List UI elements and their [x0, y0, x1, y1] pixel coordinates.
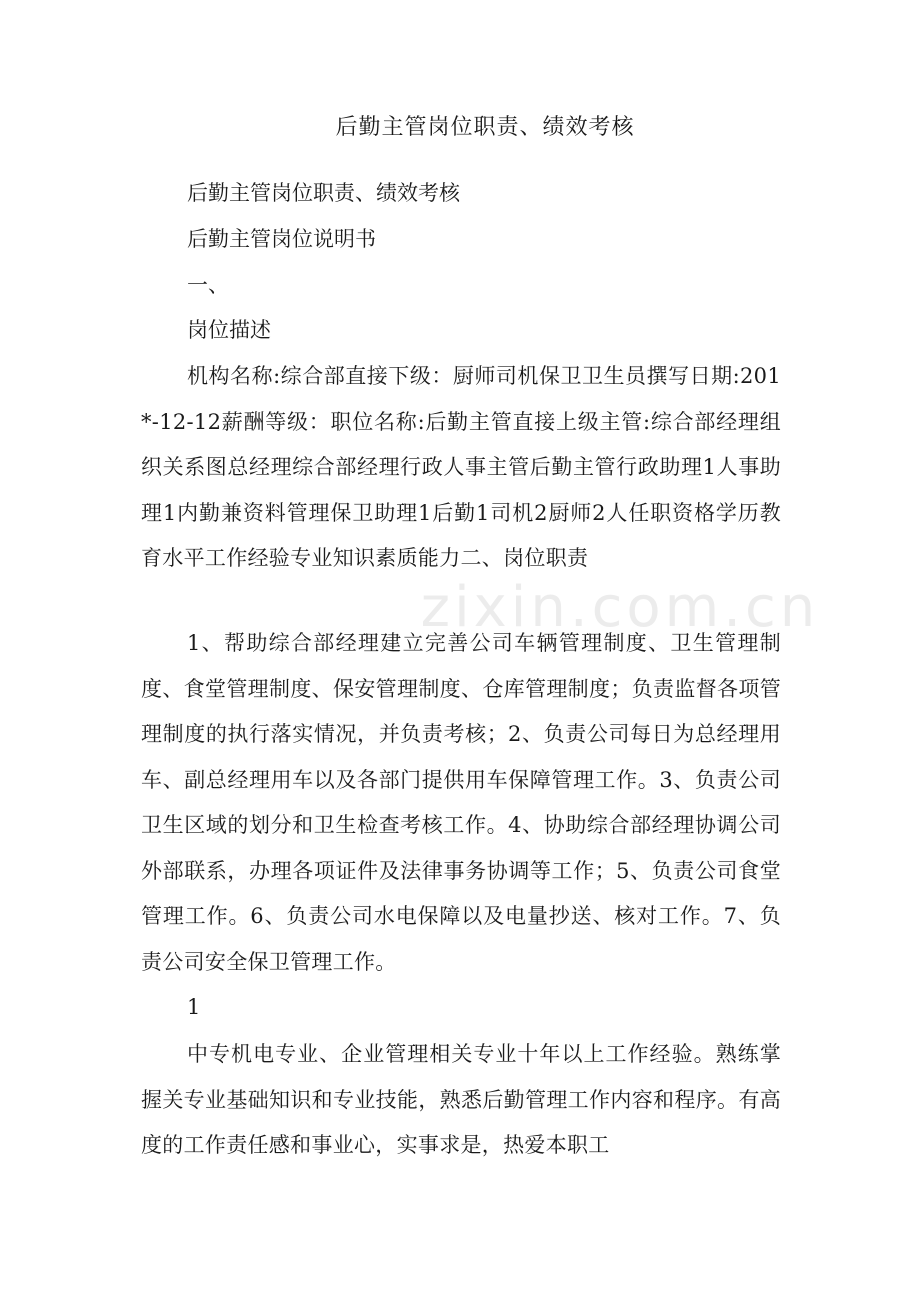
job-info-paragraph: 机构名称:综合部直接下级：厨师司机保卫卫生员撰写日期:201*-12-12薪酬等级：职位名称:后勤主管直接上级主管:综合部经理组织关系图总经理综合部经理行政人事主管后勤主管行政助理1人事助理1内勤兼资料管理保卫助理1后勤1司机2厨师2人任职资格学历教育水平工作经验专业知识素质能力二、岗位职责 — [141, 364, 781, 570]
duties-paragraph: 1、帮助综合部经理建立完善公司车辆管理制度、卫生管理制度、食堂管理制度、保安管理制度、仓库管理制度；负责监督各项管理制度的执行落实情况，并负责考核；2、负责公司每日为总经理用车、副总经理用车以及各部门提供用车保障管理工作。3、负责公司卫生区域的划分和卫生检查考核工作。4、协助综合部经理协调公司外部联系，办理各项证件及法律事务协调等工作；5、负责公司食堂管理工作。6、负责公司水电保障以及电量抄送、核对工作。7、负责公司安全保卫管理工作。 — [141, 631, 781, 974]
heading-line: 后勤主管岗位职责、绩效考核 — [187, 181, 460, 205]
subheading-line: 后勤主管岗位说明书 — [187, 227, 376, 251]
watermark: zixin.com.cn — [420, 575, 820, 640]
qualifications-paragraph: 中专机电专业、企业管理相关专业十年以上工作经验。熟练掌握关专业基础知识和专业技能，熟悉后勤管理工作内容和程序。有高度的工作责任感和事业心，实事求是，热爱本职工 — [141, 1042, 781, 1157]
document-title: 后勤主管岗位职责、绩效考核 — [335, 115, 635, 140]
page-number: 1 — [187, 995, 201, 1019]
section-one-number: 一、 — [187, 273, 229, 297]
section-one-title: 岗位描述 — [187, 318, 271, 342]
